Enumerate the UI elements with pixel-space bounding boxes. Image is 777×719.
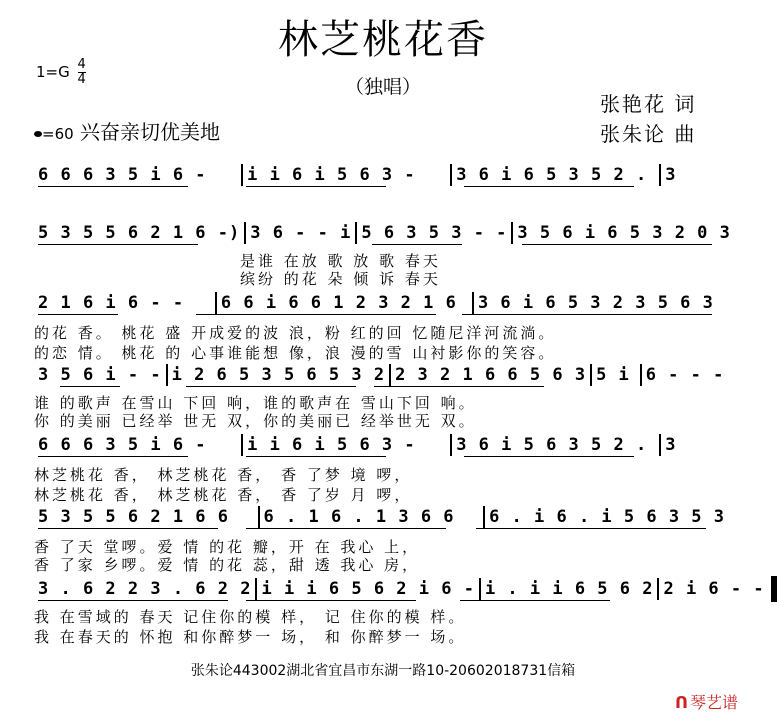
measure: i i i 6 5 6 2 i 6 -	[255, 578, 478, 600]
measure: 5 3 5 5 6 2 1 6 -)	[38, 223, 241, 243]
time-top: 4	[77, 57, 86, 72]
composer-credit: 张朱论 曲	[600, 122, 697, 146]
underline-beam	[460, 600, 610, 601]
lyric-line: 林芝桃花 香， 林芝桃花 香， 香 了梦 境 啰，	[34, 466, 413, 484]
footer-address: 张朱论443002湖北省宜昌市东湖一路10-20602018731信箱	[190, 663, 576, 679]
underline-beam	[246, 600, 416, 601]
measure: 6 - - -	[640, 364, 729, 386]
measure: i 2 6 5 3 5 6 5 3 2	[166, 364, 389, 386]
underline-beam	[462, 314, 712, 315]
underline-beam	[38, 186, 188, 187]
underline-beam	[246, 456, 386, 457]
lyric-line: 香 了天 堂啰。爱 情 的花 瓣，开 在 我心 上，	[34, 538, 421, 556]
measure: 6 . 1 6 . 1 3 6 6	[258, 506, 484, 528]
staff-row-4	[34, 362, 729, 388]
expression-text: 兴奋亲切优美地	[80, 120, 221, 144]
lyric-line: 谁 的歌声 在雪山 下回 响，谁的歌声在 雪山下回 响。	[34, 394, 477, 412]
lyric-line: 缤纷 的花 朵 倾 诉 春天	[240, 270, 441, 288]
lyric-line: 的恋 情。 桃花 的 心事谁能想 像，浪 漫的雪 山衬影你的笑容。	[34, 344, 557, 362]
measure: 3 5 6 i 6 5 3 2 0 3	[511, 222, 734, 244]
measure: 5 3 5 5 6 2 1 6 6	[38, 507, 229, 527]
measure: 6 . i 6 . i 5 6 3 5 3	[483, 506, 729, 528]
measure: 3	[659, 164, 729, 186]
key-label: 1=G	[36, 63, 70, 81]
underline-beam	[372, 244, 462, 245]
measure: 2 3 2 1 6 6 5 6 3	[389, 364, 590, 386]
underline-beam	[196, 314, 436, 315]
underline-beam	[476, 528, 706, 529]
key-signature	[36, 58, 86, 87]
measure: 3 5 6 i - -	[38, 365, 162, 385]
lyric-line: 你 的美丽 已经举 世无 双，你的美丽已 经举世无 双。	[34, 412, 477, 430]
underline-beam	[38, 314, 118, 315]
measure: 3 6 - - i	[244, 222, 355, 244]
measure: 5 i	[590, 364, 640, 386]
underline-beam	[38, 528, 218, 529]
measure: i . i i 6 5 6 2	[479, 578, 658, 600]
lyric-line: 的花 香。 桃花 盛 开成爱的波 浪，粉 红的回 忆随尼洋河流淌。	[34, 324, 557, 342]
song-subtitle: （独唱）	[344, 76, 421, 98]
underline-beam	[246, 186, 386, 187]
logo-text: 琴艺谱	[690, 693, 739, 712]
measure: 3	[659, 434, 729, 456]
measure: 3 6 i 5 6 3 5 2 .	[450, 434, 659, 456]
measure: 2 1 6 i 6 - -	[38, 293, 185, 313]
underline-beam	[464, 456, 634, 457]
underline-beam	[374, 386, 544, 387]
underline-beam	[464, 186, 634, 187]
measure: i i 6 i 5 6 3 -	[241, 164, 450, 186]
staff-row-5	[34, 432, 729, 458]
logo-icon: ᑎ	[675, 693, 688, 712]
staff-row-6	[34, 504, 729, 530]
measure: 6 6 6 3 5 i 6 -	[38, 165, 207, 185]
underline-beam	[38, 600, 228, 601]
final-barline	[771, 576, 777, 602]
site-logo[interactable]	[675, 690, 738, 713]
measure: i i 6 i 5 6 3 -	[241, 434, 450, 456]
underline-beam	[38, 456, 188, 457]
staff-row-7	[34, 576, 765, 602]
lyricist-credit: 张艳花 词	[600, 92, 697, 116]
time-signature	[78, 58, 86, 87]
measure: 3 . 6 2 2 3 . 6 2 2	[38, 579, 252, 599]
lyric-line: 我 在雪域的 春天 记住你的模 样， 记 住你的模 样。	[34, 608, 467, 626]
measure: 6 6 6 3 5 i 6 -	[38, 435, 207, 455]
quarter-note-icon	[34, 131, 42, 137]
underline-beam	[246, 528, 446, 529]
underline-beam	[186, 386, 356, 387]
time-bottom: 4	[77, 72, 86, 87]
staff-row-3	[34, 290, 729, 316]
lyric-line: 是谁 在放 歌 放 歌 春天	[240, 252, 441, 270]
underline-beam	[522, 244, 712, 245]
measure: 2 i 6 - -	[657, 578, 768, 600]
underline-beam	[60, 386, 120, 387]
song-title: 林芝桃花香	[278, 17, 488, 63]
tempo-marking	[34, 116, 220, 145]
staff-row-1	[34, 162, 729, 188]
staff-row-2	[34, 220, 729, 246]
measure: 3 6 i 6 5 3 5 2 .	[450, 164, 659, 186]
underline-beam	[38, 244, 198, 245]
lyric-line: 林芝桃花 香， 林芝桃花 香， 香 了岁 月 啰，	[34, 486, 413, 504]
measure: 5 6 3 5 3 - -	[355, 222, 511, 244]
measure: 3 6 i 6 5 3 2 3 5 6 3	[472, 292, 729, 314]
lyric-line: 我 在春天的 怀抱 和你醉梦一 场， 和 你醉梦一 场。	[34, 628, 467, 646]
lyric-line: 香 了家 乡啰。爱 情 的花 蕊，甜 透 我心 房，	[34, 556, 421, 574]
measure: 6 6 i 6 6 1 2 3 2 1 6	[215, 292, 472, 314]
tempo-value: =60	[42, 125, 74, 143]
